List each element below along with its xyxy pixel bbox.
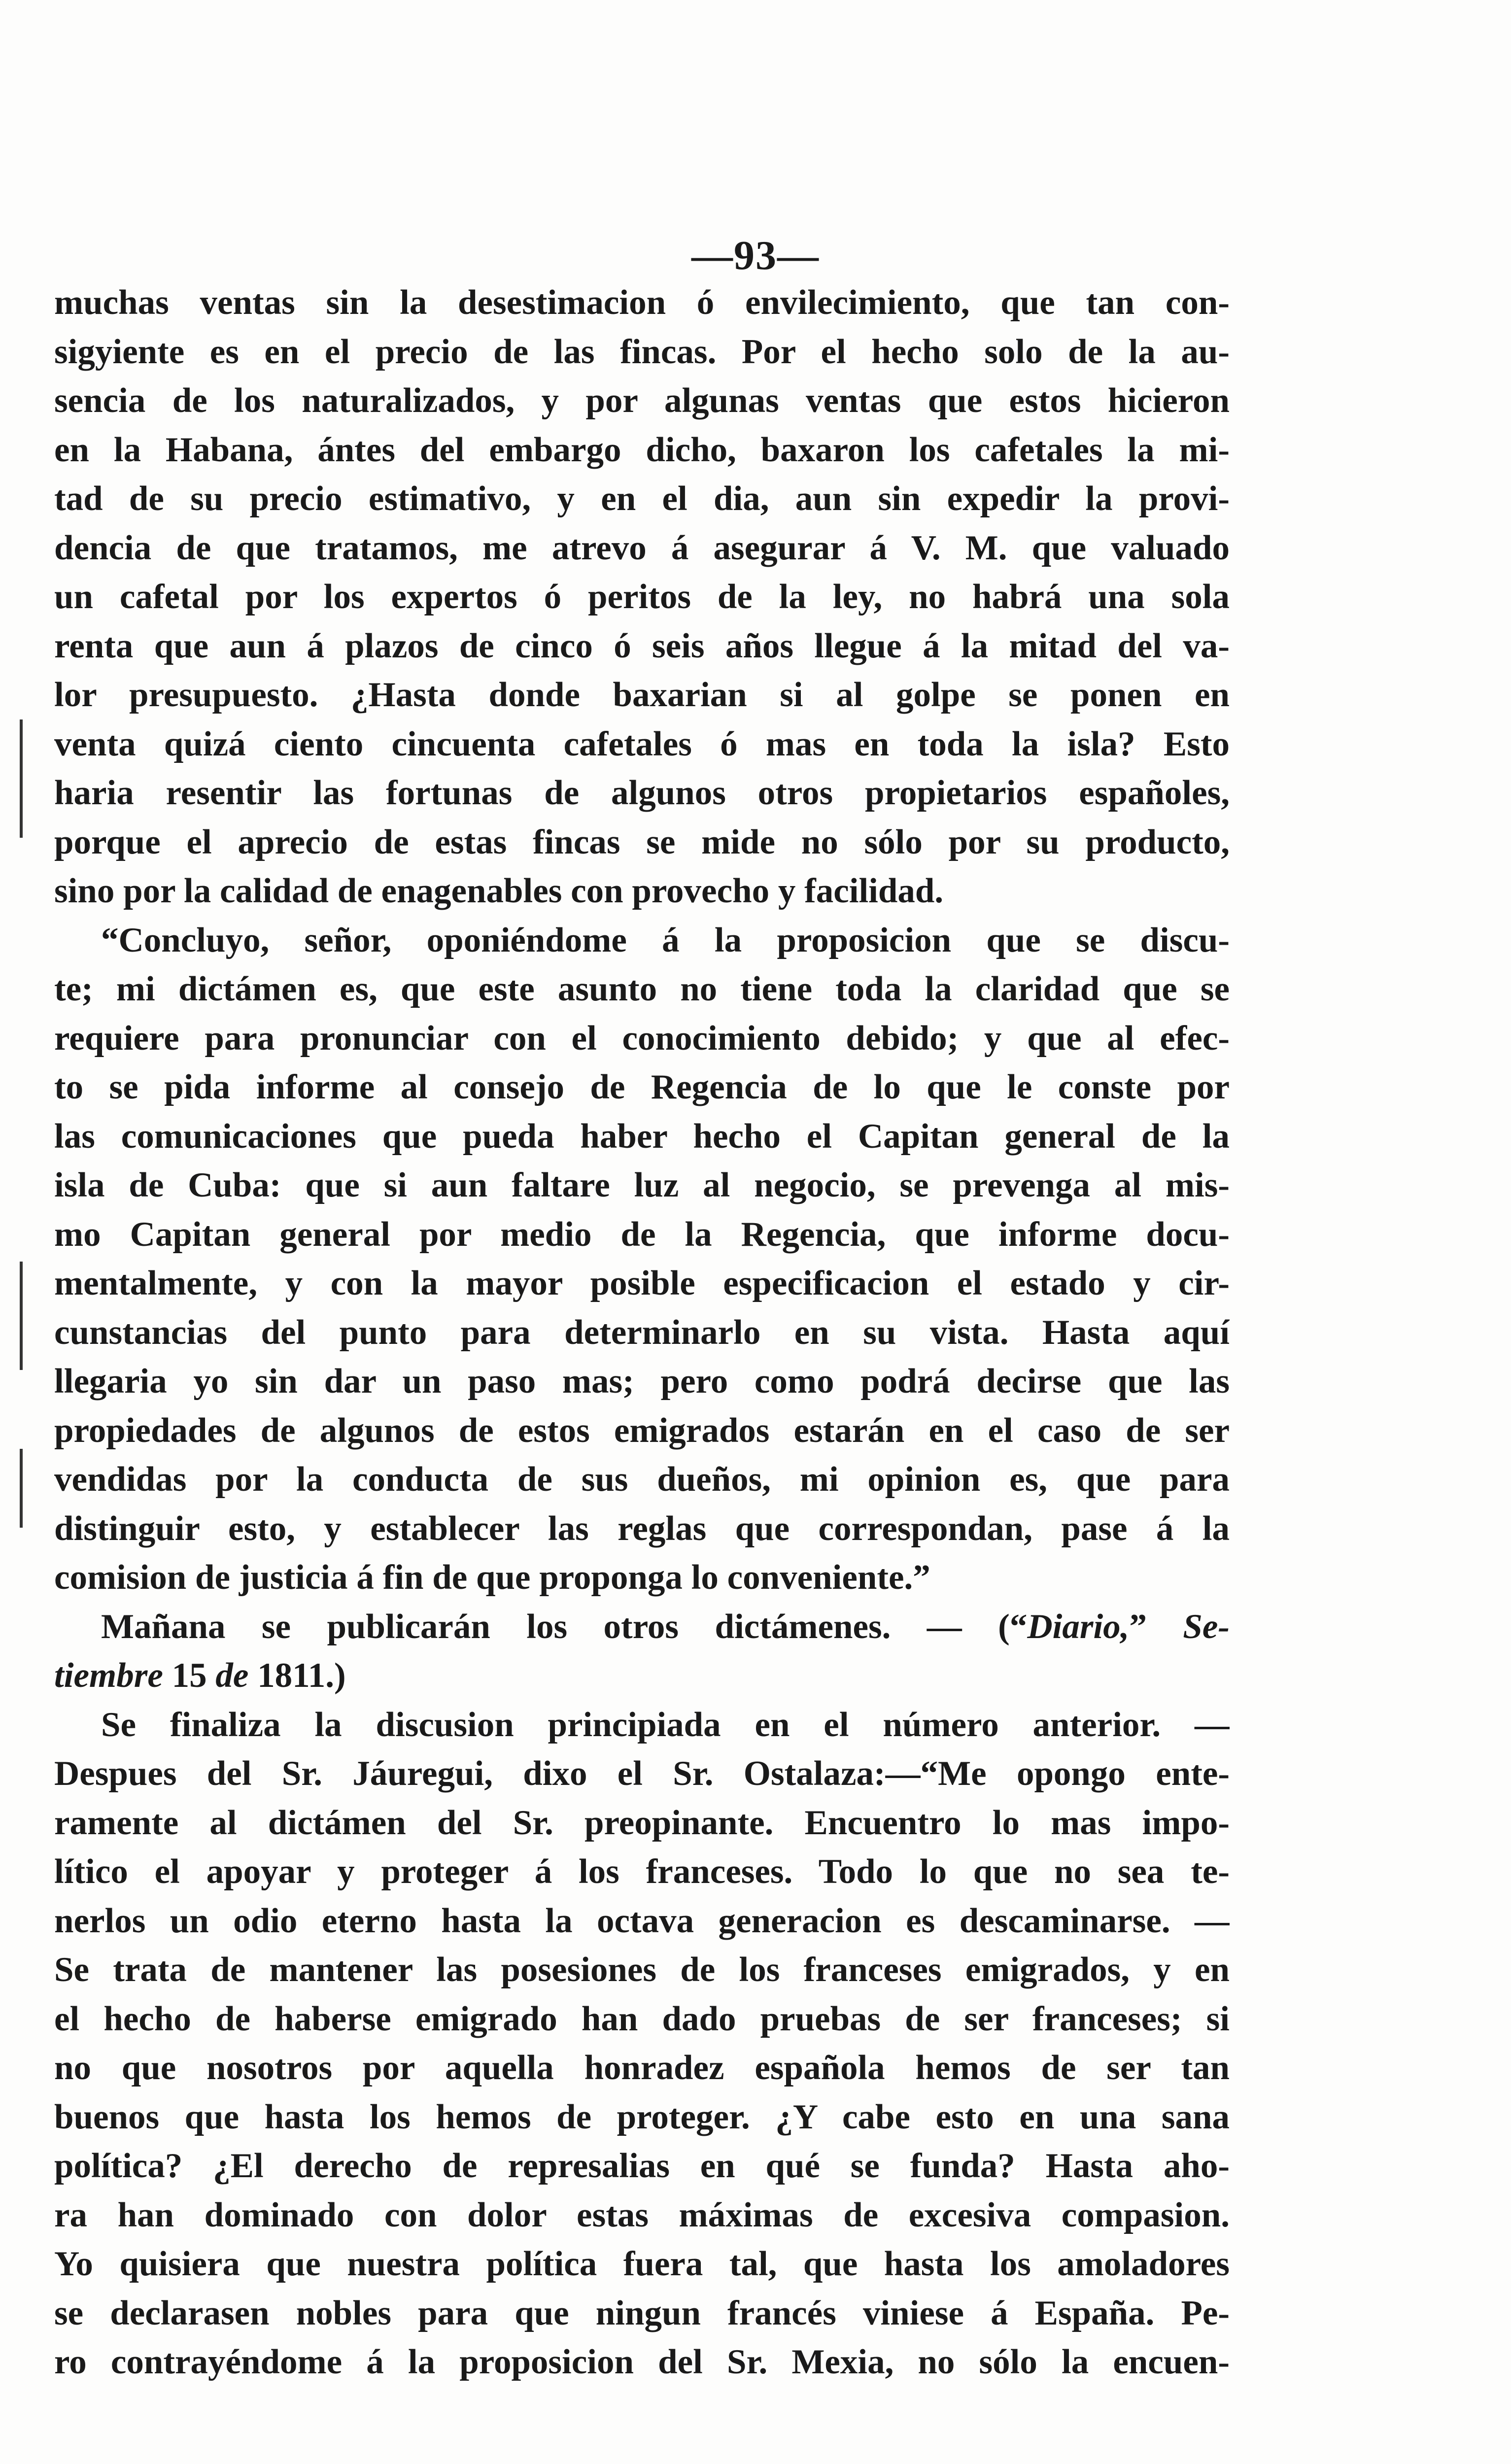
- text-line: Se trata de mantener las posesiones de los franceses emigrados, y en: [54, 1951, 1230, 1989]
- text-line: un cafetal por los expertos ó peritos de la ley, no habrá una sola: [54, 578, 1230, 616]
- text-line: se declarasen nobles para que ningun francés viniese á España. Pe-: [54, 2293, 1230, 2332]
- text-line: dencia de que tratamos, me atrevo á asegurar á V. M. que valuado: [54, 528, 1230, 567]
- text-line: el hecho de haberse emigrado han dado pruebas de ser franceses; si: [54, 1999, 1230, 2038]
- text-line: sigyiente es en el precio de las fincas. Por el hecho solo de la au-: [54, 332, 1230, 371]
- text-line: to se pida informe al consejo de Regencia de lo que le conste por: [54, 1068, 1230, 1106]
- text-line: requiere para pronunciar con el conocimiento debido; y que al efec-: [54, 1019, 1230, 1058]
- text-line: propiedades de algunos de estos emigrados estarán en el caso de ser: [54, 1411, 1230, 1450]
- text-line: las comunicaciones que pueda haber hecho el Capitan general de la: [54, 1117, 1230, 1156]
- margin-bar: [20, 1449, 23, 1528]
- text-line: sino por la calidad de enagenables con provecho y facilidad.: [54, 872, 944, 910]
- text-line: venta quizá ciento cincuenta cafetales ó mas en toda la isla? Esto: [54, 724, 1230, 763]
- text-line: tad de su precio estimativo, y en el dia, aun sin expedir la provi-: [54, 479, 1230, 518]
- text-line: mentalmente, y con la mayor posible especificacion el estado y cir-: [54, 1264, 1230, 1302]
- text-line: nerlos un odio eterno hasta la octava generacion es descaminarse. —: [54, 1901, 1230, 1940]
- text-line: “Concluyo, señor, oponiéndome á la proposicion que se discu-: [101, 921, 1230, 959]
- text-line: muchas ventas sin la desestimacion ó envilecimiento, que tan con-: [54, 283, 1230, 322]
- text-line: cunstancias del punto para determinarlo en su vista. Hasta aquí: [54, 1313, 1230, 1352]
- text-line: tiembre 15 de 1811.): [54, 1656, 346, 1695]
- text-line: distinguir esto, y establecer las reglas que correspondan, pase á la: [54, 1509, 1230, 1548]
- text-line: ra han dominado con dolor estas máximas de excesiva compasion.: [54, 2195, 1230, 2234]
- text-line: Yo quisiera que nuestra política fuera tal, que hasta los amoladores: [54, 2245, 1230, 2283]
- body-text: [54, 278, 1230, 2387]
- text-line: buenos que hasta los hemos de proteger. ¿Y cabe esto en una sana: [54, 2097, 1230, 2136]
- text-line: vendidas por la conducta de sus dueños, mi opinion es, que para: [54, 1460, 1230, 1499]
- margin-bar: [20, 719, 23, 838]
- text-line: renta que aun á plazos de cinco ó seis años llegue á la mitad del va-: [54, 626, 1230, 665]
- text-line: Se finaliza la discusion principiada en el número anterior. —: [101, 1705, 1230, 1744]
- text-line: mo Capitan general por medio de la Regencia, que informe docu-: [54, 1215, 1230, 1254]
- text-line: isla de Cuba: que si aun faltare luz al negocio, se prevenga al mis-: [54, 1166, 1230, 1204]
- text-line: sencia de los naturalizados, y por algunas ventas que estos hicieron: [54, 381, 1230, 420]
- text-line: Mañana se publicarán los otros dictámenes. — (“Diario,” Se-: [101, 1607, 1230, 1646]
- text-line: comision de justicia á fin de que proponga lo conveniente.”: [54, 1558, 930, 1597]
- text-line: lítico el apoyar y proteger á los franceses. Todo lo que no sea te-: [54, 1852, 1230, 1891]
- margin-bar: [20, 1262, 23, 1370]
- text-line: Despues del Sr. Jáuregui, dixo el Sr. Ostalaza:—“Me opongo ente-: [54, 1754, 1230, 1793]
- text-line: política? ¿El derecho de represalias en qué se funda? Hasta aho-: [54, 2147, 1230, 2185]
- text-line: ro contrayéndome á la proposicion del Sr. Mexia, no sólo la encuen-: [54, 2343, 1230, 2381]
- text-line: ramente al dictámen del Sr. preopinante. Encuentro lo mas impo-: [54, 1803, 1230, 1842]
- text-line: lor presupuesto. ¿Hasta donde baxarian si al golpe se ponen en: [54, 676, 1230, 714]
- text-line: llegaria yo sin dar un paso mas; pero como podrá decirse que las: [54, 1362, 1230, 1401]
- text-line: porque el aprecio de estas fincas se mide no sólo por su producto,: [54, 822, 1230, 861]
- text-line: no que nosotros por aquella honradez española hemos de ser tan: [54, 2049, 1230, 2087]
- text-line: en la Habana, ántes del embargo dicho, baxaron los cafetales la mi-: [54, 430, 1230, 469]
- page-number: —93—: [691, 233, 820, 278]
- margin-marks: [5, 591, 34, 1528]
- text-line: te; mi dictámen es, que este asunto no tiene toda la claridad que se: [54, 970, 1230, 1008]
- text-line: haria resentir las fortunas de algunos otros propietarios españoles,: [54, 774, 1230, 812]
